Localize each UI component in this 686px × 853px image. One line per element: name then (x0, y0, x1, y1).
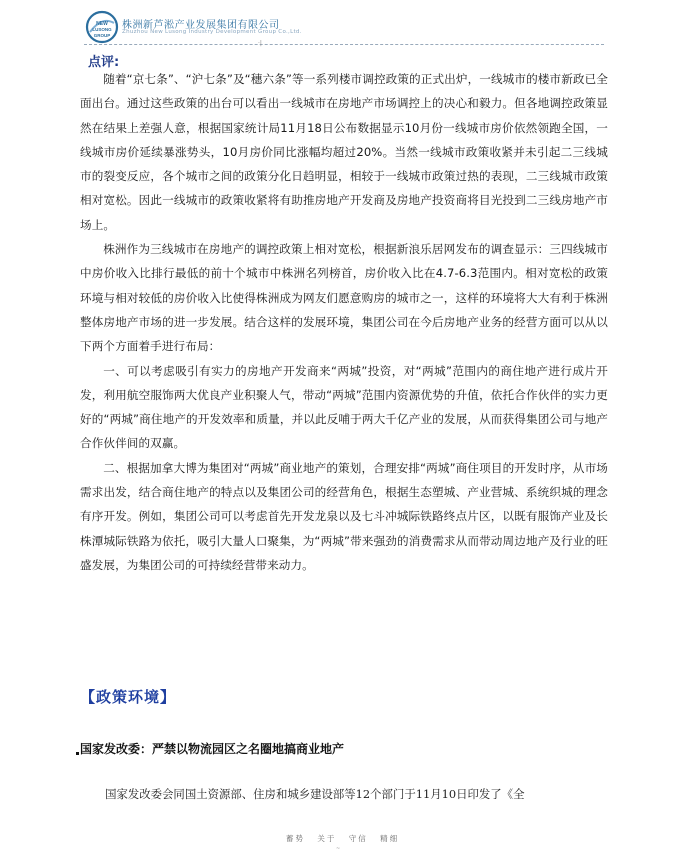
comment-paragraph-3: 一、可以考虑吸引有实力的房地产开发商来“两城”投资，对“两城”范围内的商住地产进行成片开发，利用航空服饰两大优良产业积聚人气，带动“两城”范围内资源优势的升值，依托合作伙伴的实力更好的“两城”商住地产的开发效率和质量，并以此反哺于两大千亿产业的发展，从而获得集团公司与地产合作伙伴间的双赢。 (80, 363, 608, 451)
footer-mark: ~ (336, 846, 341, 852)
comment-body (80, 67, 608, 577)
logo-text-1: NEW (96, 21, 108, 27)
logo-text-3: GROUP (93, 33, 111, 38)
header-divider (84, 44, 604, 45)
footer-item-3: 守信 (348, 834, 368, 843)
comment-label: 点评: (88, 55, 120, 70)
news-headline: 国家发改委：严禁以物流园区之名圈地搞商业地产 (80, 742, 345, 756)
comment-paragraph-4: 二、根据加拿大博为集团对“两城”商业地产的策划，合理安排“两城”商住项目的开发时序，从市场需求出发，结合商住地产的特点以及集团公司的经营角色，根据生态塑城、产业营城、系统织城的理念有序开发。例如，集团公司可以考虑首先开发龙泉以及七斗冲城际铁路终点片区，以既有服饰产业及长株潭城际铁路为依托，吸引大量人口聚集，为“两城”带来强劲的消费需求从而带动周边地产及行业的旺盛发展，为集团公司的可持续经营带来动力。 (80, 460, 608, 572)
header-mark: ·| (258, 40, 262, 47)
footer-item-1: 蓄势 (286, 834, 305, 843)
comment-paragraph-1: 随着“京七条”、“沪七条”及“穗六条”等一系列楼市调控政策的正式出炉，一线城市的楼市新政已全面出台。通过这些政策的出台可以看出一线城市在房地产市场调控上的决心和毅力。但各地调控政策显然在结果上差强人意，根据国家统计局11月18日公布数据显示10月份一线城市房价依然领跑全国，一线城市房价延续暴涨势头，10月房价同比涨幅均超过20%。当然一线城市政策收紧并未引起二三线城市的裂变反应，各个城市之间的政策分化日趋明显，相较于一线城市政策过热的表现，二三线城市政策相对宽松。因此一线城市的政策收紧将有助推房地产开发商及房地产投资商将目光投到二三线房地产市场上。 (80, 72, 608, 232)
footer-item-4: 精细 (380, 834, 400, 843)
page-header (84, 10, 604, 44)
company-name-en: Zhuzhou New Lusong Industry Development Group Co.,Ltd. (122, 29, 302, 35)
logo-text-2: LUSONG (92, 27, 112, 32)
comment-paragraph-2: 株洲作为三线城市在房地产的调控政策上相对宽松，根据新浪乐居网发布的调查显示：三四线城市中房价收入比排行最低的前十个城市中株洲名列榜首，房价收入比在4.7-6.3范围内。相对宽松的政策环境与相对较低的房价收入比使得株洲成为网友们愿意购房的城市之一，这样的环境将大大有利于株洲整体房地产市场的进一步发展。结合这样的发展环境，集团公司在今后房地产业务的经营方面可以从以下两个方面着手进行布局： (80, 242, 608, 354)
company-name-cn: 株洲新芦淞产业发展集团有限公司 (122, 20, 280, 31)
section-title-policy: 【政策环境】 (80, 688, 177, 706)
company-logo-icon (84, 10, 120, 44)
bullet-icon (76, 752, 79, 755)
news-paragraph: 国家发改委会同国土资源部、住房和城乡建设部等12个部门于11月10日印发了《全 (105, 787, 525, 801)
footer-item-2: 关于 (317, 834, 337, 843)
page-footer (286, 833, 407, 844)
